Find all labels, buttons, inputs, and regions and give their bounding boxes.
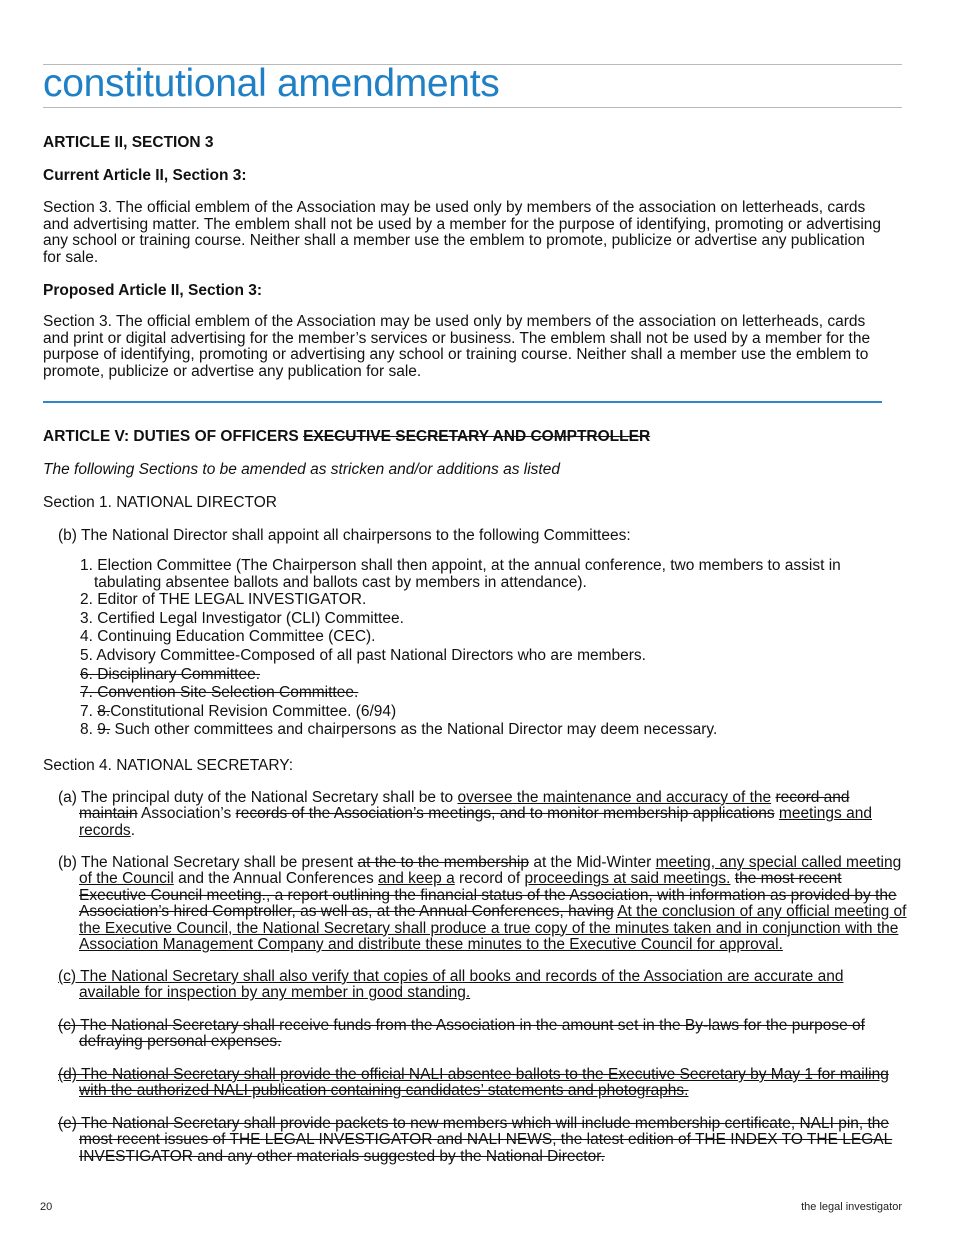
struck-number: 8. xyxy=(97,702,111,720)
list-item: 3. Certified Legal Investigator (CLI) Committee. xyxy=(80,609,404,627)
section-1-title: Section 1. NATIONAL DIRECTOR xyxy=(43,494,277,511)
article-ii-heading: ARTICLE II, SECTION 3 xyxy=(43,134,214,151)
section-1-b: (b) The National Director shall appoint all chairpersons to the following Committees: xyxy=(58,527,631,544)
item-text: Such other committees and chairpersons as the National Director may deem necessary. xyxy=(114,721,718,739)
struck-text: 7. Convention Site Selection Committee. xyxy=(80,684,359,702)
struck-text: record and maintain xyxy=(79,789,850,823)
current-section-text: Section 3. The official emblem of the Association may be used only by members of the association on letterheads, cards and advertising matter. The emblem shall not be used by a member for the purpose of identifying, promoting or advertising any school or training course. Neither shall a member use the emblem to promote, publicize or advertise any publication for sale. xyxy=(43,199,882,266)
added-text: meetings and records xyxy=(79,805,872,839)
item-number: 8. xyxy=(80,721,93,739)
paragraph-d-old xyxy=(58,1067,907,1100)
item-text: Constitutional Revision Committee. (6/94) xyxy=(110,702,397,720)
text: Association’s xyxy=(137,805,236,823)
struck-text: 6. Disciplinary Committee. xyxy=(80,665,261,683)
struck-text: (e) The National Secretary shall provide packets to new members which will include membership certificate, NALI pin, the most recent issues of THE LEGAL INVESTIGATOR and NALI NEWS, the latest edition of THE INDEX TO THE LEGAL INVESTIGATOR and any other materials suggested by the National Director. xyxy=(58,1115,893,1165)
text: record of xyxy=(454,870,525,888)
list-item xyxy=(80,721,894,740)
list-item: 4. Continuing Education Committee (CEC). xyxy=(80,628,376,646)
paragraph-b xyxy=(58,855,907,953)
list-item: 5. Advisory Committee-Composed of all past National Directors who are members. xyxy=(80,646,646,664)
text: (a) The principal duty of the National Secretary shall be to xyxy=(58,789,458,806)
paragraph-c-old xyxy=(58,1018,907,1051)
added-text: At the conclusion of any official meeting of the Executive Council, the National Secretary shall produce a true copy of the minutes taken and in conjunction with the Association Management Company and distribute these minutes to the Executive Council for approval. xyxy=(79,903,907,954)
article-v-heading-text: ARTICLE V: DUTIES OF OFFICERS xyxy=(43,428,299,445)
paragraph-e-old xyxy=(58,1116,907,1165)
paragraph-c-new xyxy=(58,969,907,1002)
text: at the Mid-Winter xyxy=(529,854,656,871)
struck-number: 9. xyxy=(97,721,111,739)
list-item: 1. Election Committee (The Chairperson shall then appoint, at the annual conference, two members to assist in tabulating absentee ballots and ballots cast by members in attendance). xyxy=(80,557,841,591)
struck-text: records of the Association’s meetings, and to monitor membership applications xyxy=(235,805,775,823)
amendment-intro: The following Sections to be amended as stricken and/or additions as listed xyxy=(43,461,560,478)
article-v-heading xyxy=(43,428,650,446)
text: . xyxy=(130,821,135,839)
section-4-title: Section 4. NATIONAL SECRETARY: xyxy=(43,757,294,774)
underlined-wrapper xyxy=(58,1066,889,1099)
proposed-section-heading: Proposed Article II, Section 3: xyxy=(43,282,263,299)
added-text: (c) The National Secretary shall also verify that copies of all books and records of the Association are accurate and available for inspection by any member in good standing. xyxy=(58,968,844,1002)
publication-name: the legal investigator xyxy=(801,1201,902,1213)
committee-list xyxy=(80,558,894,740)
struck-text: at the to the membership xyxy=(357,854,530,871)
added-text: meeting, any special called meeting of the Council xyxy=(79,854,902,888)
paragraph-a xyxy=(58,790,907,839)
list-item-struck xyxy=(80,666,894,685)
added-text: proceedings at said meetings. xyxy=(524,870,731,888)
proposed-section-text: Section 3. The official emblem of the Association may be used only by members of the association on letterheads, cards and print or digital advertising for the member’s services or business. The emblem shall not be used by a member for the purpose of identifying, promoting or advertising any school or training course. Neither shall a member use the emblem to promote, publicize or advertise any publication for sale. xyxy=(43,313,871,380)
section-divider xyxy=(43,401,882,403)
article-v-heading-struck: EXECUTIVE SECRETARY AND COMPTROLLER xyxy=(303,428,651,445)
list-item xyxy=(80,703,894,722)
added-text: and keep a xyxy=(378,870,455,888)
list-item-struck xyxy=(80,684,894,703)
page-number: 20 xyxy=(40,1201,53,1213)
struck-text: the most recent Executive Council meeting., a report outlining the financial status of the Association, with information as provided by the Association’s hired Comptroller, as well as, at the Annual Conferences, having xyxy=(79,870,897,921)
text: and the Annual Conferences xyxy=(173,870,379,888)
text: (b) The National Secretary shall be present xyxy=(58,854,358,871)
item-number: 7. xyxy=(80,702,93,720)
added-text: oversee the maintenance and accuracy of the xyxy=(457,789,772,806)
page-title: constitutional amendments xyxy=(43,62,500,105)
struck-text: (c) The National Secretary shall receive funds from the Association in the amount set in the By-laws for the purpose of defraying personal expenses. xyxy=(58,1017,865,1051)
list-item: 2. Editor of THE LEGAL INVESTIGATOR. xyxy=(80,591,367,609)
title-underline-rule xyxy=(43,107,902,108)
current-section-heading: Current Article II, Section 3: xyxy=(43,167,247,184)
struck-text: (d) The National Secretary shall provide the official NALI absentee ballots to the Executive Secretary by May 1 for mailing with the authorized NALI publication containing candidates’ statements and photographs. xyxy=(58,1066,889,1100)
